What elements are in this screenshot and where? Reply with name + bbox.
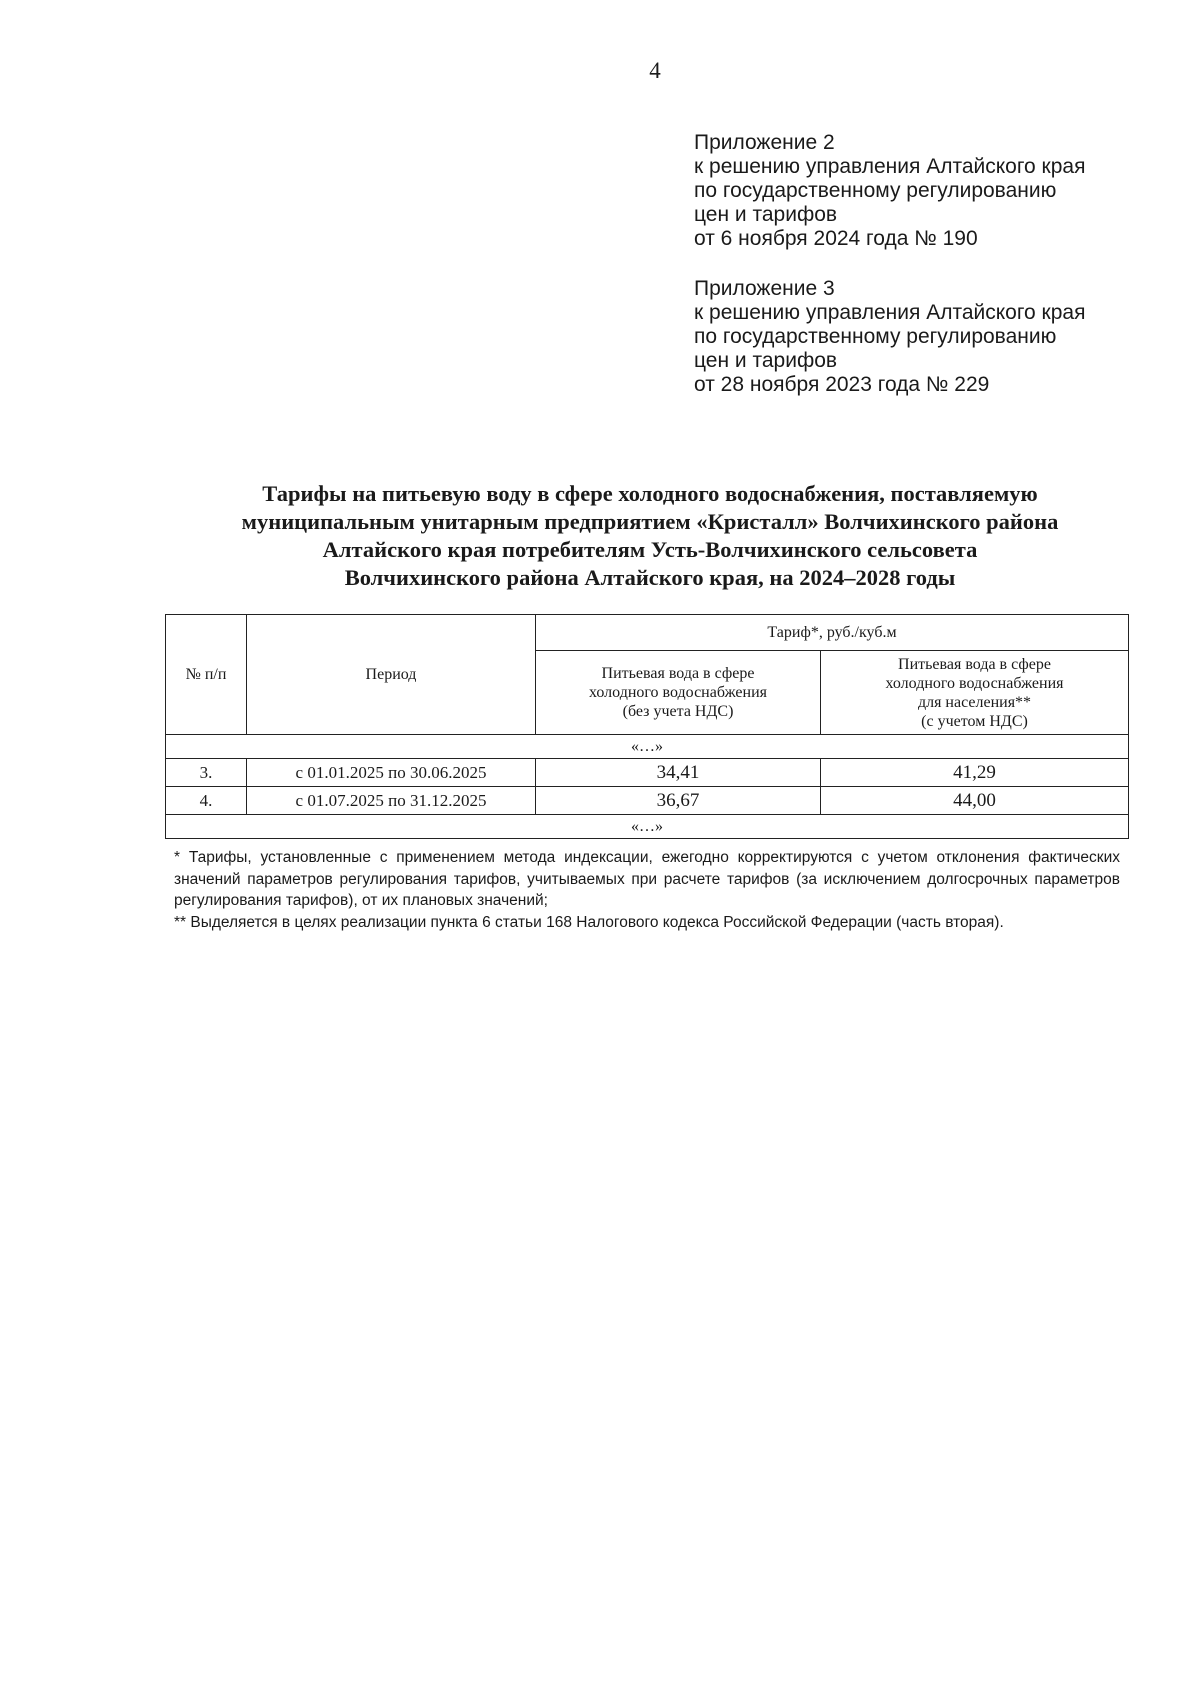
- appendix-line: цен и тарифов: [694, 203, 838, 226]
- cell-without-vat: 36,67: [536, 787, 821, 815]
- table-row-ellipsis: [166, 735, 1129, 759]
- appendix-2-header: [694, 131, 1154, 251]
- header-with-vat: Питьевая вода в сфере холодного водоснабжения для населения** (с учетом НДС): [821, 651, 1129, 735]
- title-line: Тарифы на питьевую воду в сфере холодного водоснабжения, поставляемую: [262, 481, 1038, 506]
- table-row-ellipsis: [166, 815, 1129, 839]
- appendix-line: Приложение 2: [694, 131, 835, 154]
- tariff-table: [165, 614, 1129, 839]
- title-line: муниципальным унитарным предприятием «Кристалл» Волчихинского района: [241, 509, 1059, 534]
- cell-with-vat: 44,00: [821, 787, 1129, 815]
- table-header-row: [166, 615, 1129, 651]
- cell-number: 4.: [166, 787, 247, 815]
- appendix-line: от 28 ноября 2023 года № 229: [694, 373, 990, 396]
- footnotes: [174, 847, 1120, 933]
- appendix-line: цен и тарифов: [694, 349, 838, 372]
- cell-without-vat: 34,41: [536, 759, 821, 787]
- ellipsis-cell: «…»: [166, 735, 1129, 759]
- footnote: ** Выделяется в целях реализации пункта 6 статьи 168 Налогового кодекса Российской Федерации (часть вторая).: [174, 913, 1004, 931]
- page-number: 4: [649, 58, 661, 83]
- appendix-line: Приложение 3: [694, 277, 835, 300]
- title-line: Алтайского края потребителям Усть-Волчихинского сельсовета: [322, 537, 978, 562]
- footnote: * Тарифы, установленные с применением метода индексации, ежегодно корректируются с учетом отклонения фактических значений параметров регулирования тарифов, учитываемых при расчете тарифов (за исключением долгосрочных параметров регулирования тарифов), от их плановых значений;: [174, 849, 1120, 909]
- appendix-line: к решению управления Алтайского края: [694, 155, 1086, 178]
- ellipsis-cell: «…»: [166, 815, 1129, 839]
- appendix-line: по государственному регулированию: [694, 325, 1057, 348]
- cell-period: с 01.01.2025 по 30.06.2025: [247, 759, 536, 787]
- appendix-line: по государственному регулированию: [694, 179, 1057, 202]
- appendix-3-header: [694, 277, 1154, 397]
- header-period: Период: [247, 615, 536, 735]
- cell-with-vat: 41,29: [821, 759, 1129, 787]
- document-title: [160, 480, 1140, 592]
- header-tariff: Тариф*, руб./куб.м: [536, 615, 1129, 651]
- cell-number: 3.: [166, 759, 247, 787]
- appendix-line: к решению управления Алтайского края: [694, 301, 1086, 324]
- table-row: [166, 787, 1129, 815]
- title-line: Волчихинского района Алтайского края, на 2024–2028 годы: [344, 565, 956, 590]
- header-without-vat: Питьевая вода в сфере холодного водоснабжения (без учета НДС): [536, 651, 821, 735]
- table-row: [166, 759, 1129, 787]
- header-number: № п/п: [166, 615, 247, 735]
- appendix-line: от 6 ноября 2024 года № 190: [694, 227, 978, 250]
- cell-period: с 01.07.2025 по 31.12.2025: [247, 787, 536, 815]
